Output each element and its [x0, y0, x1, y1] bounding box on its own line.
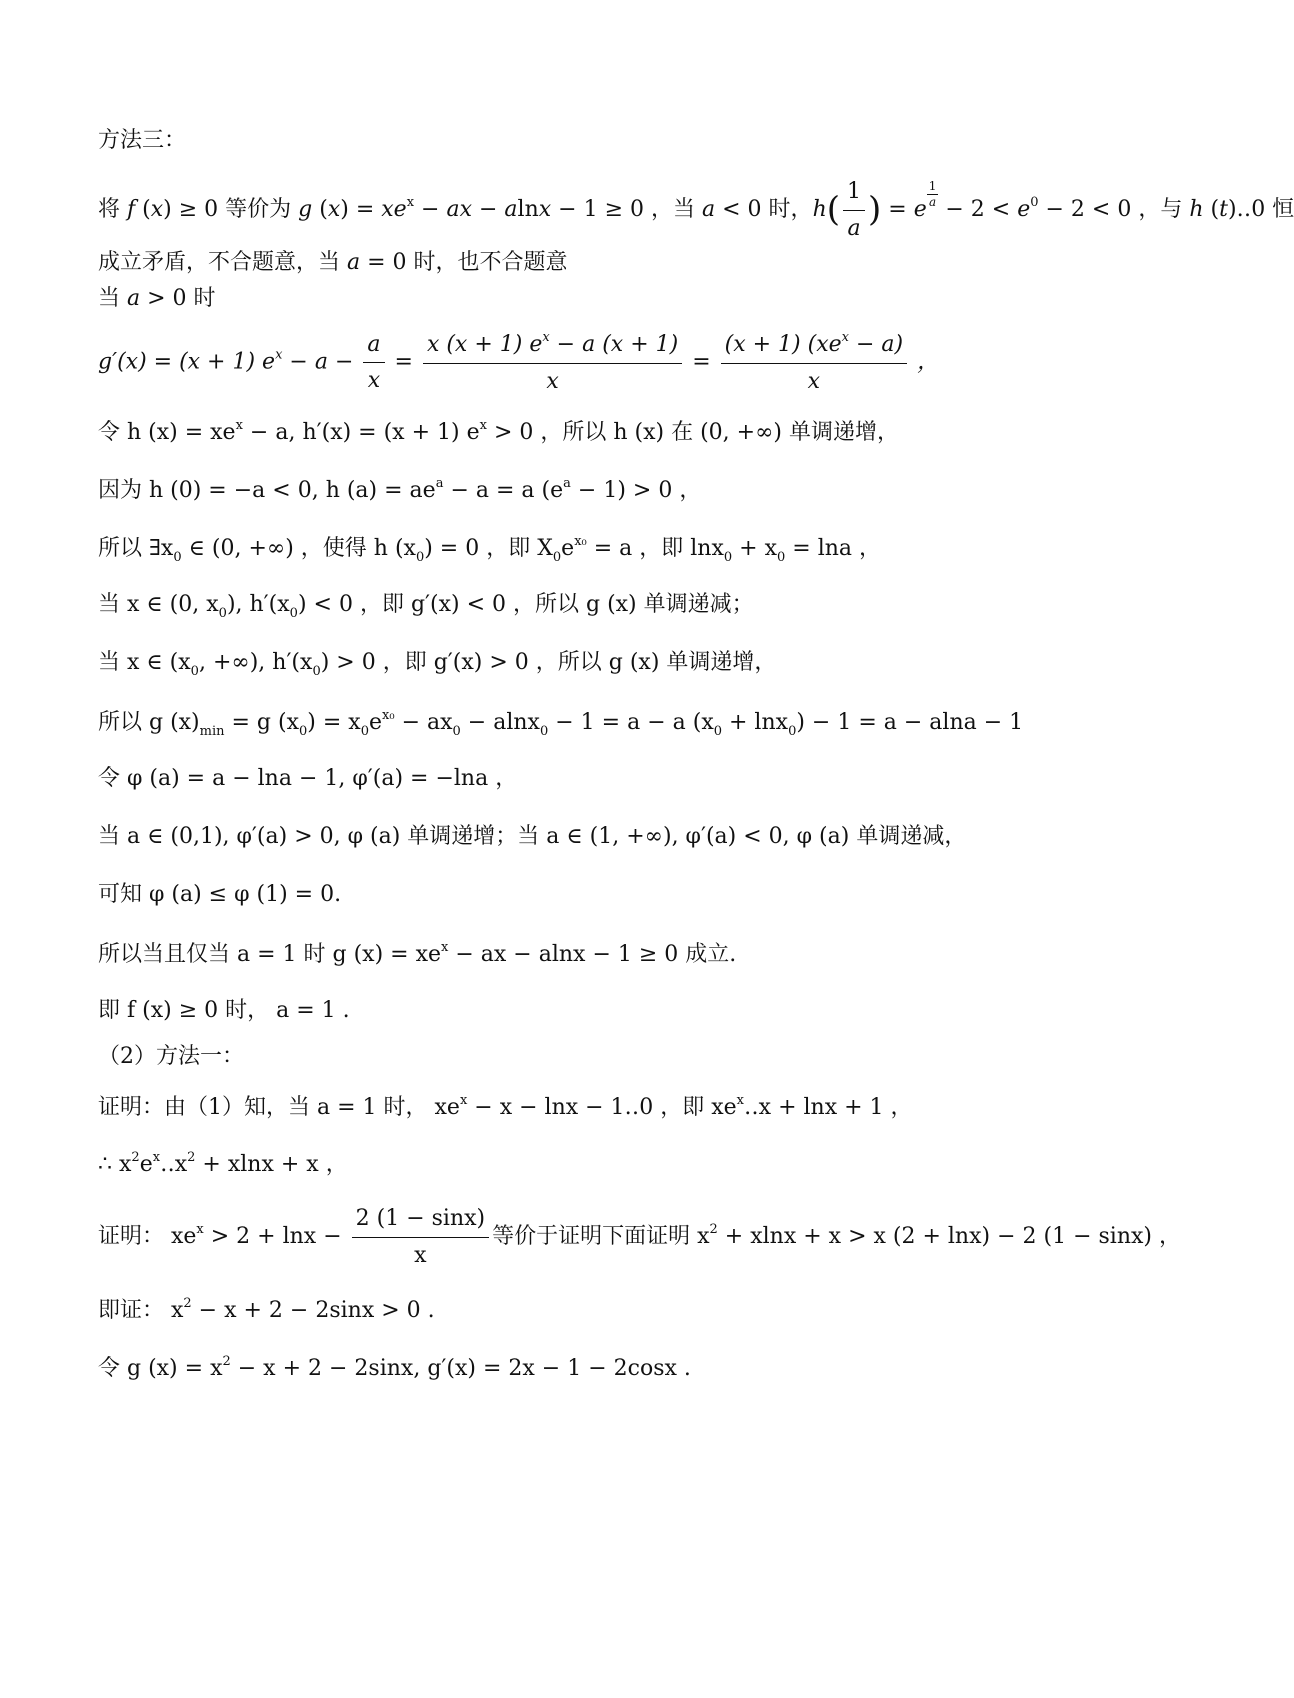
text-run: (x + 1) (xe — [724, 332, 842, 357]
superscript: a — [563, 476, 571, 491]
text-run: 将 — [98, 197, 127, 222]
superscript: x — [736, 1093, 744, 1108]
text-line — [98, 940, 736, 968]
text-run: < 0 时， — [715, 197, 813, 222]
subscript: 0 — [299, 724, 308, 739]
text-line — [98, 1354, 691, 1382]
math-var: a — [928, 195, 937, 209]
subscript: 0 — [723, 550, 733, 565]
math-var: e — [1017, 197, 1031, 222]
text-run: − a (x + 1) — [549, 332, 679, 357]
superscript: x — [406, 195, 415, 210]
text-run: − — [414, 197, 447, 222]
paren: ( — [826, 189, 840, 230]
text-run: ( — [312, 197, 328, 222]
superscript: 2 — [183, 1296, 192, 1311]
superscript: x — [235, 418, 243, 433]
subscript: 0 — [360, 724, 369, 739]
text-line — [98, 476, 701, 504]
text-run: ) ≥ 0 等价为 — [163, 197, 299, 222]
subscript: 0 — [173, 550, 182, 565]
text-run: ‥x — [160, 1152, 188, 1177]
math-var: a — [127, 286, 141, 311]
math-var: x — [327, 197, 341, 222]
text-run: − a = a (e — [443, 478, 564, 503]
math-var: f — [127, 197, 136, 222]
text-run: 成立矛盾，不合题意，当 — [98, 250, 347, 275]
text-line — [98, 650, 776, 680]
superscript: x — [542, 330, 550, 345]
text-run: x (x + 1) e — [426, 332, 543, 357]
text-line — [98, 286, 216, 312]
text-run: ( — [1203, 197, 1220, 222]
text-run: 等价于证明下面证明 x — [492, 1224, 710, 1249]
superscript: x — [459, 1093, 468, 1108]
denominator: x — [414, 1242, 427, 1268]
superscript: a — [435, 476, 444, 491]
text-run: 证明： xe — [98, 1224, 197, 1249]
text-run: e — [369, 710, 383, 735]
text-line — [98, 592, 754, 622]
superscript: x — [841, 330, 849, 345]
denominator — [927, 195, 939, 210]
numerator — [721, 330, 907, 364]
text-line — [98, 418, 899, 446]
superscript: x₀ — [382, 708, 395, 723]
text-run: − — [472, 197, 505, 222]
text-run: = a ，即 lnx — [586, 536, 724, 561]
math-var: h — [1189, 197, 1204, 222]
text-run: 当 x ∈ (x — [98, 650, 191, 675]
text-run: )‥0 恒 — [1227, 197, 1294, 222]
math-var: a — [702, 197, 716, 222]
superscript: x — [275, 347, 283, 363]
superscript: x — [152, 1150, 161, 1165]
text-run: 因为 h (0) = −a < 0, h (a) = ae — [98, 478, 436, 503]
text-run: > 0 ，所以 h (x) 在 (0, +∞) 单调递增， — [486, 420, 899, 445]
text-run: ∈ (0, +∞) ，使得 h (x — [181, 536, 416, 561]
subscript: 0 — [312, 664, 321, 679]
superscript: 2 — [709, 1222, 718, 1237]
subscript: 0 — [788, 724, 797, 739]
fraction — [352, 1205, 489, 1269]
text-run: 所以 ∃x — [98, 536, 174, 561]
text-run: − 1) > 0 ， — [570, 478, 702, 503]
text-run: + xlnx + x > x (2 + lnx) − 2 (1 − sinx) ， — [717, 1224, 1181, 1249]
formula-line — [98, 330, 939, 395]
text-run: 即证： x — [98, 1298, 184, 1323]
superscript: x — [441, 940, 449, 955]
math-var: xe — [381, 197, 407, 222]
math-var: x — [150, 197, 164, 222]
text-run: − a, h′(x) = (x + 1) e — [242, 420, 480, 445]
superscript: x₀ — [574, 534, 587, 549]
text-line: 即 f (x) ≥ 0 时， a = 1 . — [98, 998, 350, 1023]
text-line — [98, 1150, 348, 1178]
numerator: a — [363, 331, 384, 364]
text-run: g′(x) = (x + 1) e — [98, 349, 276, 375]
denominator: x — [807, 368, 821, 394]
text-run: ∴ x — [98, 1152, 132, 1177]
text-run: − ax — [394, 710, 453, 735]
text-run: − 2 < 0 ，与 — [1038, 197, 1190, 222]
text-run: 令 g (x) = x — [98, 1356, 223, 1381]
fraction — [843, 178, 865, 242]
math-var: h — [812, 197, 827, 222]
math-var: ax — [446, 197, 472, 222]
denominator — [843, 211, 865, 243]
text-run: = g (x — [224, 710, 300, 735]
text-run: − x + 2 − 2sinx > 0 . — [191, 1298, 435, 1323]
text-run: = 0 时，也不合题意 — [360, 250, 568, 275]
superscript: 2 — [187, 1150, 196, 1165]
text-run: 所以当且仅当 a = 1 时 g (x) = xe — [98, 942, 442, 967]
superscript: 2 — [222, 1354, 231, 1369]
text-run: = — [881, 197, 914, 222]
text-run: ) < 0 ，即 g′(x) < 0 ，所以 g (x) 单调递减； — [297, 592, 754, 617]
subscript: 0 — [218, 606, 227, 621]
text-run: > 2 + lnx − — [203, 1224, 349, 1249]
text-line: 令 φ (a) = a − lna − 1, φ′(a) = −lna ， — [98, 766, 518, 791]
text-run: ) − 1 = a − alna − 1 — [796, 710, 1024, 735]
text-line — [98, 534, 881, 566]
subscript: 0 — [452, 724, 461, 739]
text-run: − alnx — [460, 710, 540, 735]
text-run: ‥x + lnx + 1 ， — [744, 1095, 913, 1120]
text-run: − x − lnx − 1‥0 ，即 xe — [467, 1095, 737, 1120]
subscript: 0 — [289, 606, 298, 621]
text-run: − 1 = a − a (x — [548, 710, 714, 735]
text-run: ) = 0 ，即 X — [424, 536, 553, 561]
subscript: 0 — [552, 550, 562, 565]
text-run: − 1 ≥ 0 ，当 — [551, 197, 703, 222]
text-run: − ax − alnx − 1 ≥ 0 成立. — [448, 942, 737, 967]
text-line: 可知 φ (a) ≤ φ (1) = 0. — [98, 882, 342, 907]
text-run: 所以 g (x) — [98, 710, 200, 735]
section-heading-part-2-method-1: （2）方法一： — [98, 1044, 244, 1069]
subscript: 0 — [777, 550, 786, 565]
subscript: 0 — [713, 724, 723, 739]
math-var: a — [347, 250, 361, 275]
text-run: ， — [910, 349, 940, 375]
text-run: ) > 0 ，即 g′(x) > 0 ，所以 g (x) 单调递增， — [320, 650, 777, 675]
math-var: a — [504, 197, 518, 222]
text-run: + x — [732, 536, 777, 561]
section-heading-method-3: 方法三： — [98, 128, 187, 153]
superscript: x — [479, 418, 487, 433]
text-line — [98, 1205, 1181, 1269]
math-var: x — [538, 197, 552, 222]
text-run: = — [685, 349, 718, 375]
text-run: ( — [135, 197, 151, 222]
text-run: e — [139, 1152, 153, 1177]
superscript — [927, 179, 939, 209]
text-line: 当 a ∈ (0,1), φ′(a) > 0, φ (a) 单调递增；当 a ∈ (1, +∞), φ′(a) < 0, φ (a) 单调递减， — [98, 824, 967, 849]
denominator: x — [367, 368, 381, 393]
fraction — [927, 179, 939, 210]
superscript: x — [196, 1222, 204, 1237]
text-run: ), h′(x — [226, 592, 290, 617]
superscript: 2 — [131, 1150, 140, 1165]
text-run: 令 h (x) = xe — [98, 420, 236, 445]
text-run: , +∞), h′(x — [198, 650, 313, 675]
text-run: 当 x ∈ (0, x — [98, 592, 219, 617]
subscript: min — [199, 724, 225, 739]
fraction — [423, 330, 682, 395]
numerator: 2 (1 − sinx) — [352, 1205, 489, 1238]
text-line — [98, 178, 1294, 242]
subscript: 0 — [539, 724, 549, 739]
denominator: x — [546, 368, 559, 394]
paren: ) — [868, 189, 882, 230]
fraction — [721, 330, 907, 395]
text-run: 当 — [98, 286, 127, 311]
fraction — [363, 331, 384, 395]
text-run: ) = — [340, 197, 382, 222]
text-run: + xlnx + x ， — [195, 1152, 348, 1177]
text-run: − a) — [848, 332, 904, 357]
math-var: a — [847, 215, 861, 241]
text-run: + lnx — [722, 710, 789, 735]
subscript: 0 — [415, 550, 425, 565]
text-run: = — [387, 349, 420, 375]
text-run: − x + 2 − 2sinx, g′(x) = 2x − 1 − 2cosx . — [230, 1356, 691, 1381]
text-line — [98, 1296, 435, 1324]
math-var: g — [298, 197, 313, 222]
text-line — [98, 708, 1023, 740]
text-run: ) = x — [307, 710, 361, 735]
text-run: − a − — [282, 349, 361, 375]
text-line — [98, 250, 568, 276]
superscript: 0 — [1030, 195, 1039, 210]
text-line — [98, 1093, 913, 1121]
numerator — [423, 330, 682, 364]
text-run: e — [561, 536, 575, 561]
math-var: t — [1219, 197, 1228, 222]
text-run: − 2 < — [938, 197, 1018, 222]
text-run: ln — [517, 197, 539, 222]
text-run: = lna ， — [785, 536, 882, 561]
numerator: 1 — [928, 179, 937, 193]
subscript: 0 — [190, 664, 199, 679]
text-run: > 0 时 — [140, 286, 216, 311]
math-var: e — [913, 197, 927, 222]
text-run: 证明：由（1）知，当 a = 1 时， xe — [98, 1095, 460, 1120]
numerator: 1 — [843, 178, 865, 211]
